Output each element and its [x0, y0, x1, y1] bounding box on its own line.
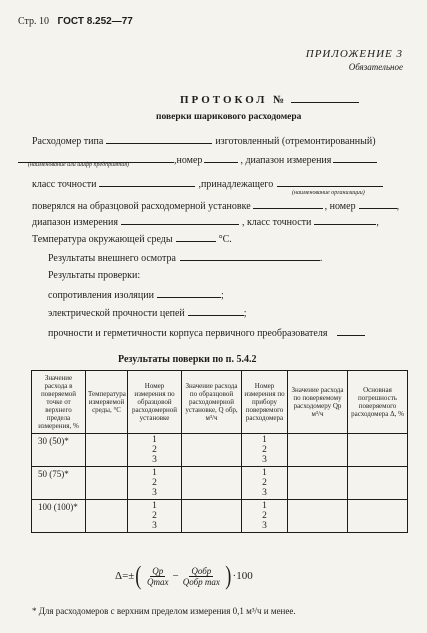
rig-range-blank — [121, 215, 239, 225]
table-cell: 1 2 3 — [128, 467, 182, 500]
dielectric-blank — [188, 306, 244, 316]
table-row — [32, 500, 408, 533]
rig-class-blank — [314, 215, 376, 225]
table-cell — [288, 467, 348, 500]
protocol-title: ПРОТОКОЛ № — [180, 93, 359, 106]
line-4: поверялся на образцовой расходомерной установке , номер , — [32, 201, 400, 212]
owner-blank — [277, 177, 383, 187]
range-blank — [333, 153, 377, 163]
table-cell — [288, 500, 348, 533]
table-cell — [348, 434, 408, 467]
strength-blank — [337, 326, 365, 336]
formula-tail: ·100 — [232, 570, 253, 582]
table-cell — [86, 500, 128, 533]
col-header-rig-flow: Значение расхода по образцовой расходомерной установке, Q обр, м³/ч — [182, 371, 242, 434]
rig-number-blank — [359, 199, 397, 209]
table-cell: 1 2 3 — [242, 434, 288, 467]
page-label: Стр. 10 — [18, 16, 50, 27]
error-formula: Δ=± ( $\frac{Qp}{Qmax}$ − $\frac{\text{Qобр}}{\text{Qобр max}}$ ) ·100 — [115, 561, 253, 590]
results-table — [31, 370, 408, 533]
row-label: 100 (100)* — [32, 500, 86, 533]
col-header-meter-measurement: Номер измерения по прибору поверяемого расходомера — [242, 371, 288, 434]
line-8: Результаты проверки: — [48, 270, 141, 281]
inspection-blank — [180, 251, 320, 261]
protocol-number-blank — [291, 93, 359, 103]
footnote: * Для расходомеров с верхним пределом измерения 0,1 м³/ч и менее. — [32, 606, 296, 616]
table-cell — [182, 467, 242, 500]
standard-label: ГОСТ 8.252—77 — [57, 16, 133, 27]
formula-minus: − — [172, 570, 179, 582]
meter-type-blank — [106, 134, 212, 144]
temperature-blank — [176, 232, 216, 242]
line-2: ,номер , диапазон измерения — [18, 150, 377, 168]
table-cell — [288, 434, 348, 467]
table-cell: 1 2 3 — [242, 467, 288, 500]
accuracy-class-blank — [99, 177, 195, 187]
table-cell — [86, 467, 128, 500]
table-cell — [348, 467, 408, 500]
protocol-subtitle: поверки шарикового расходомера — [156, 112, 302, 122]
line-6: Температура окружающей среды °С. — [32, 234, 232, 245]
fraction-meter: $\frac{Qp}{Qmax}$ — [147, 565, 169, 587]
manufacturer-note: (наименование или шифр предприятия) — [28, 162, 130, 168]
table-cell — [182, 434, 242, 467]
col-header-flow-point: Значение расхода в поверяемой точке от верхнего предела измерения, % — [32, 371, 86, 434]
table-cell — [348, 500, 408, 533]
table-row — [32, 467, 408, 500]
line-10: электрической прочности цепей ; — [48, 308, 247, 319]
row-label: 50 (75)* — [32, 467, 86, 500]
col-header-meter-flow: Значение расхода по поверяемому расходомеру Qp м³/ч — [288, 371, 348, 434]
line-5: диапазон измерения , класс точности , — [32, 217, 379, 228]
insulation-blank — [157, 288, 221, 298]
table-header-row — [32, 371, 408, 434]
appendix-status: Обязательное — [348, 62, 403, 72]
line-3: класс точности ,принадлежащего — [32, 177, 383, 190]
col-header-temperature: Температура измеряемой среды, °С — [86, 371, 128, 434]
row-label: 30 (50)* — [32, 434, 86, 467]
line-7: Результаты внешнего осмотра . — [48, 253, 323, 264]
table-cell: 1 2 3 — [242, 500, 288, 533]
fraction-reference: $\frac{\text{Qобр}}{\text{Qобр max}}$ — [182, 565, 220, 587]
table-cell — [182, 500, 242, 533]
formula-lhs: Δ=± — [115, 570, 135, 582]
reference-rig-blank — [253, 199, 323, 209]
table-row — [32, 434, 408, 467]
table-cell: 1 2 3 — [128, 434, 182, 467]
number-blank — [204, 153, 238, 163]
table-cell — [86, 434, 128, 467]
line-11: прочности и герметичности корпуса первичного преобразователя — [48, 326, 365, 339]
table-title: Результаты поверки по п. 5.4.2 — [118, 354, 257, 365]
line-1: Расходомер типа изготовленный (отремонтированный) — [32, 136, 376, 147]
col-header-rig-measurement: Номер измерения по образцовой расходомерной установке — [128, 371, 182, 434]
page-header — [18, 16, 133, 27]
line-9: сопротивления изоляции ; — [48, 290, 224, 301]
col-header-error: Основная погрешность поверяемого расходомера Δ, % — [348, 371, 408, 434]
table-cell: 1 2 3 — [128, 500, 182, 533]
owner-note: (наименование организации) — [292, 190, 365, 196]
appendix-title: ПРИЛОЖЕНИЕ 3 — [305, 48, 403, 60]
